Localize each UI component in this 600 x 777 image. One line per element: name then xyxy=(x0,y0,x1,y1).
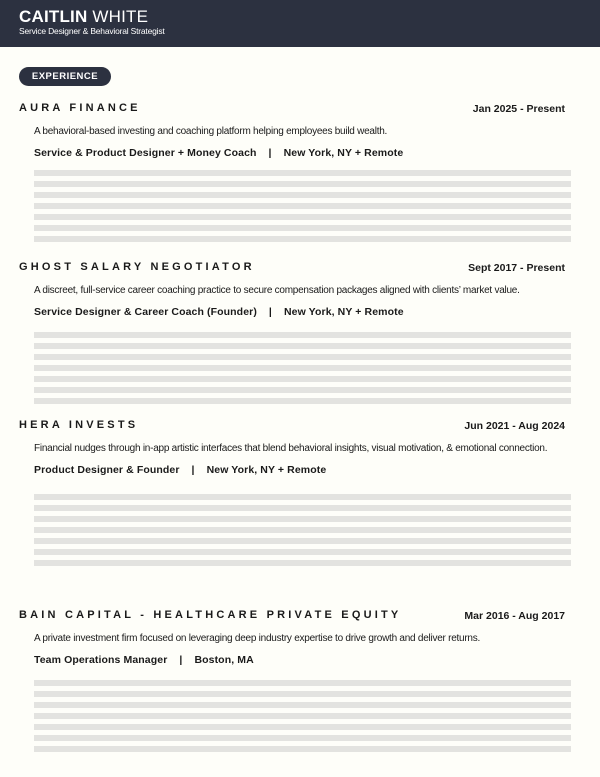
job-dates: Mar 2016 - Aug 2017 xyxy=(464,610,565,622)
role-line xyxy=(34,147,403,159)
redacted-bullet-placeholder xyxy=(34,398,571,404)
redacted-bullet-placeholder xyxy=(34,225,571,231)
resume-header xyxy=(0,0,600,47)
job-location: New York, NY + Remote xyxy=(283,147,404,159)
redacted-bullet-placeholder xyxy=(34,387,571,393)
redacted-bullet-placeholder xyxy=(34,713,571,719)
job-location: New York, NY + Remote xyxy=(283,306,404,318)
company-name: GHOST SALARY NEGOTIATOR xyxy=(19,261,255,273)
candidate-subtitle: Service Designer & Behavioral Strategist xyxy=(19,26,165,36)
company-description: Financial nudges through in-app artistic interfaces that blend behavioral insights, visual motivation, & emotional connection. xyxy=(34,443,548,454)
last-name: WHITE xyxy=(92,7,149,26)
job-title: Service & Product Designer + Money Coach xyxy=(34,147,257,159)
redacted-bullet-placeholder xyxy=(34,505,571,511)
job-dates: Sept 2017 - Present xyxy=(468,262,565,274)
redacted-bullet-placeholder xyxy=(34,735,571,741)
redacted-bullet-placeholder xyxy=(34,214,571,220)
job-dates: Jan 2025 - Present xyxy=(472,103,565,115)
redacted-bullet-placeholder xyxy=(34,680,571,686)
job-title: Service Designer & Career Coach (Founder) xyxy=(34,306,257,318)
redacted-bullet-placeholder xyxy=(34,332,571,338)
redacted-bullet-placeholder xyxy=(34,354,571,360)
redacted-bullet-placeholder xyxy=(34,376,571,382)
job-dates: Jun 2021 - Aug 2024 xyxy=(464,420,565,432)
redacted-bullet-placeholder xyxy=(34,494,571,500)
redacted-bullet-placeholder xyxy=(34,170,571,176)
redacted-bullet-placeholder xyxy=(34,365,571,371)
job-location: New York, NY + Remote xyxy=(206,464,327,476)
redacted-bullet-placeholder xyxy=(34,691,571,697)
separator: | xyxy=(268,147,272,159)
role-line xyxy=(34,464,326,476)
section-label-experience: EXPERIENCE xyxy=(19,67,111,86)
company-name: AURA FINANCE xyxy=(19,102,141,114)
redacted-bullet-placeholder xyxy=(34,516,571,522)
company-name: BAIN CAPITAL - HEALTHCARE PRIVATE EQUITY xyxy=(19,609,402,621)
redacted-bullet-placeholder xyxy=(34,203,571,209)
separator: | xyxy=(268,306,272,318)
redacted-bullet-placeholder xyxy=(34,236,571,242)
job-title: Product Designer & Founder xyxy=(34,464,180,476)
job-title: Team Operations Manager xyxy=(34,654,168,666)
job-location: Boston, MA xyxy=(194,654,254,666)
redacted-bullet-placeholder xyxy=(34,192,571,198)
redacted-bullet-placeholder xyxy=(34,343,571,349)
redacted-bullet-placeholder xyxy=(34,527,571,533)
role-line xyxy=(34,306,404,318)
separator: | xyxy=(179,654,183,666)
redacted-bullet-placeholder xyxy=(34,549,571,555)
redacted-bullet-placeholder xyxy=(34,181,571,187)
redacted-bullet-placeholder xyxy=(34,724,571,730)
first-name: CAITLIN xyxy=(19,7,88,26)
separator: | xyxy=(191,464,195,476)
redacted-bullet-placeholder xyxy=(34,702,571,708)
company-name: HERA INVESTS xyxy=(19,419,139,431)
candidate-name xyxy=(19,7,148,27)
role-line xyxy=(34,654,254,666)
redacted-bullet-placeholder xyxy=(34,746,571,752)
company-description: A discreet, full-service career coaching practice to secure compensation packages aligned with clients’ market value. xyxy=(34,285,520,296)
company-description: A private investment firm focused on leveraging deep industry expertise to drive growth and deliver returns. xyxy=(34,633,481,644)
redacted-bullet-placeholder xyxy=(34,538,571,544)
company-description: A behavioral-based investing and coaching platform helping employees build wealth. xyxy=(34,126,388,137)
redacted-bullet-placeholder xyxy=(34,560,571,566)
